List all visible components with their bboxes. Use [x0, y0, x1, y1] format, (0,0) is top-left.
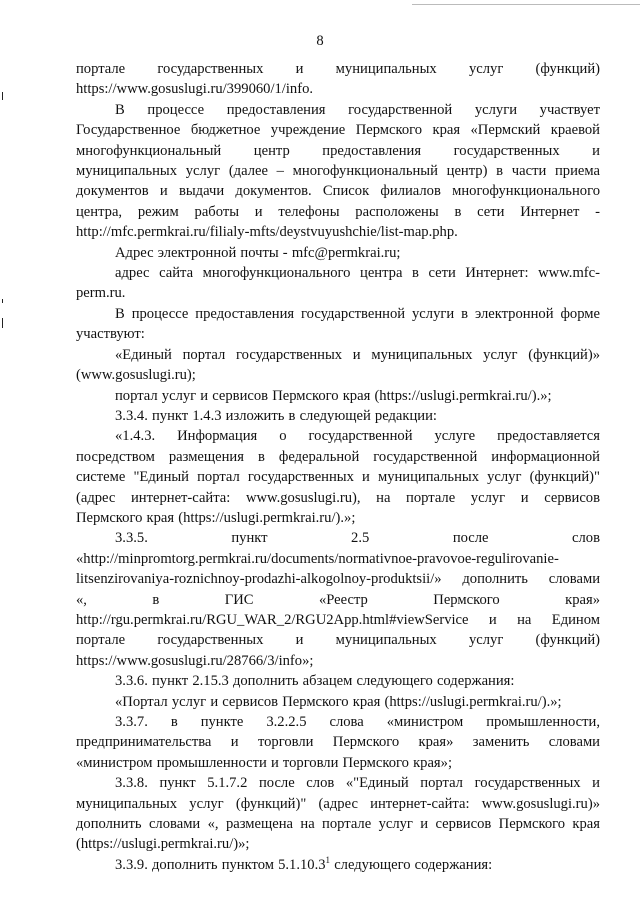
paragraph-line: http://rgu.permkrai.ru/RGU_WAR_2/RGU2App.html#viewService и на Едином — [76, 611, 600, 628]
scan-edge-line — [412, 4, 640, 5]
scan-artifact — [2, 92, 3, 100]
clause-3-3-7: 3.3.7. в пункте 3.2.2.5 слова «министром промышленности, — [115, 714, 600, 730]
link-text[interactable]: https://www.gosuslugi.ru/28766/3/info»; — [76, 652, 314, 669]
link-text[interactable]: https://www.gosuslugi.ru/399060/1/info. — [76, 81, 314, 98]
paragraph-line — [76, 549, 600, 569]
link-text[interactable]: http://mfc.permkrai.ru/filialy-mfts/deystvuyushchie/list-map.php. — [76, 224, 458, 241]
paragraph-line: предпринимательства и торговли Пермского края» заменить словами — [76, 734, 600, 751]
paragraph-line: порталe государственных и муниципальных услуг (функций) — [76, 61, 600, 77]
paragraph-line: В процессе предоставления государственной услуги в электронной форме — [115, 305, 600, 322]
paragraph-line: «, в ГИС «Реестр Пермского края» — [76, 591, 600, 608]
scan-artifact — [2, 299, 3, 303]
paragraph-line: портале государственных и муниципальных услуг (функций) — [76, 632, 600, 649]
paragraph-line: посредством размещения в федеральной государственной информационной — [76, 448, 600, 465]
paragraph-line — [76, 222, 600, 242]
clause-3-3-4: 3.3.4. пункт 1.4.3 изложить в следующей редакции: — [115, 407, 437, 424]
paragraph-line: Государственное бюджетное учреждение Пермского края «Пермский краевой — [76, 122, 600, 139]
paragraph-line: litsenzirovaniya-roznichnoy-prodazhi-alkogolnoy-produktsii/» дополнить словами — [76, 571, 600, 588]
clause-3-3-5: 3.3.5. пункт 2.5 после слов — [115, 530, 600, 547]
paragraph-line — [76, 651, 600, 671]
paragraph-line — [76, 79, 600, 99]
paragraph-line: системе "Единый портал государственных и муниципальных услуг (функций)" — [76, 469, 600, 486]
superscript: 1 — [325, 854, 331, 865]
paragraph-line: Пермского края (https://uslugi.permkrai.ru/).»; — [76, 509, 356, 526]
paragraph-line: участвуют: — [76, 326, 145, 343]
paragraph-line: многофункциональный центр предоставления государственных и — [76, 142, 600, 159]
paragraph-line: «министром промышленности и торговли Пермского края»; — [76, 754, 452, 771]
paragraph-line: (www.gosuslugi.ru); — [76, 367, 196, 384]
paragraph-line: адрес сайта многофункционального центра в сети Интернет: www.mfc- — [115, 265, 600, 282]
paragraph-line: портал услуг и сервисов Пермского края (https://uslugi.permkrai.ru/).»; — [115, 387, 552, 404]
paragraph-line: дополнить словами «, размещена на портале услуг и сервисов Пермского края — [76, 816, 600, 833]
scan-artifact — [2, 318, 3, 328]
page-number: 8 — [316, 33, 324, 49]
paragraph-line: (адрес интернет-сайта: www.gosuslugi.ru), на портале услуг и сервисов — [76, 489, 600, 506]
paragraph-line: В процессе предоставления государственной услуги участвует — [115, 101, 600, 118]
paragraph-line: (https://uslugi.permkrai.ru/)»; — [76, 836, 250, 853]
link-text[interactable]: «http://minpromtorg.permkrai.ru/documents/normativnoe-pravovoe-regulirovanie- — [76, 550, 559, 567]
paragraph-line: документов и выдачи документов. Список филиалов многофункционального — [76, 183, 600, 200]
clause-3-3-6: 3.3.6. пункт 2.15.3 дополнить абзацем следующего содержания: — [115, 673, 515, 690]
paragraph-line: Адрес электронной почты - mfc@permkrai.ru; — [115, 244, 401, 261]
paragraph-line: «1.4.3. Информация о государственной услуге предоставляется — [115, 428, 600, 445]
paragraph-line: perm.ru. — [76, 285, 126, 302]
paragraph-line: центра, режим работы и телефоны расположены в сети Интернет - — [76, 203, 600, 220]
document-body — [76, 59, 600, 875]
paragraph-line: «Единый портал государственных и муниципальных услуг (функций)» — [115, 346, 600, 363]
clause-3-3-8: 3.3.8. пункт 5.1.7.2 после слов «"Единый портал государственных и — [115, 775, 600, 792]
paragraph-line: «Портал услуг и сервисов Пермского края (https://uslugi.permkrai.ru/).»; — [115, 693, 562, 710]
paragraph-line: муниципальных услуг (далее – многофункциональный центр) в части приема — [76, 163, 600, 180]
paragraph-line: муниципальных услуг (функций)" (адрес интернет-сайта: www.gosuslugi.ru)» — [76, 795, 600, 812]
clause-3-3-9: 3.3.9. дополнить пунктом 5.1.10.3$^1$ следующего содержания: — [115, 854, 493, 873]
